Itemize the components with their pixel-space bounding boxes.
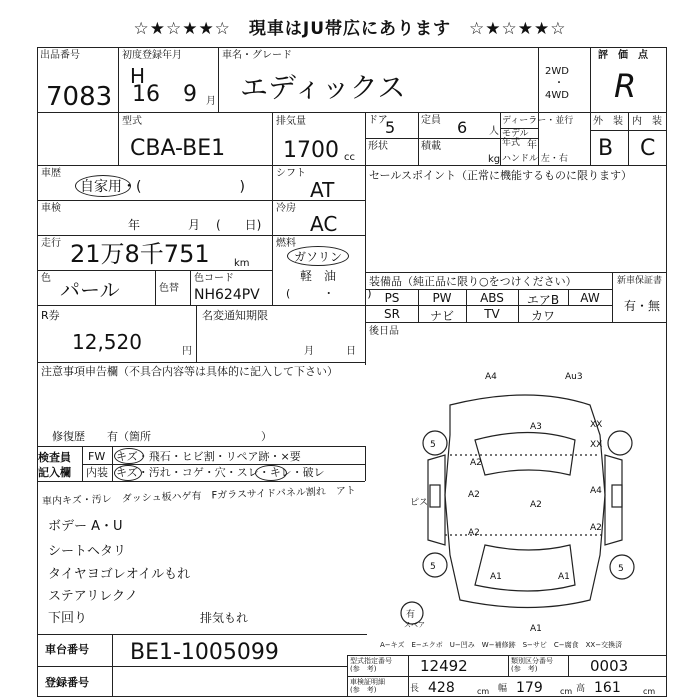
mark-xx-2: XX [590,440,603,450]
sales-point-label: セールスポイント（正常に機能するものに限ります） [369,169,633,182]
equip-sr: SR [384,307,400,321]
displacement-value: 1700 [283,138,339,163]
registration-month: 9 [183,82,197,107]
type-designation-label: 型式指定番号 (参 考) [350,657,392,673]
int-circle-2 [255,465,287,481]
registration-year: 16 [132,82,160,107]
capacity-value: 6 [457,118,468,137]
equip-navi: ナビ [429,309,454,323]
fuel-paren: ( ・ ) [286,287,372,300]
equip-leather: カワ [530,309,555,323]
warranty-value: 有・無 [624,299,661,313]
fw-circle [114,448,144,464]
note-pis: ピス [410,498,429,508]
mark-a1-a: A1 [490,572,502,582]
capacity-unit: 人 [489,126,499,137]
interior-value: C [640,136,656,161]
color-code-label: 色コード [194,273,234,284]
fuel-diesel: 軽 油 [300,269,337,283]
mark-a3: A3 [530,422,542,432]
interior-row-label: 内装 [86,466,108,479]
int-circle-1 [114,465,142,481]
length-label: 長 [410,684,420,694]
lot-value: 7083 [46,82,113,112]
equip-aw: AW [580,291,600,305]
equip-abs: ABS [480,291,504,305]
recycle-unit: 円 [182,346,192,357]
evaluation-label: 評 価 点 [598,50,648,61]
drive-4wd: 4WD [545,90,569,101]
type-designation-value: 12492 [420,657,468,675]
mark-a2-a: A2 [470,458,482,468]
height-unit: cm [643,687,656,696]
equip-pw: PW [432,291,452,305]
equip-ps: PS [384,291,400,305]
category-label: 類別区分番号 (参 考) [511,657,553,673]
equip-airbag: エアB [526,293,560,307]
displacement-label: 排気量 [276,116,306,127]
note-spare: スペア [404,621,425,629]
reg-number-label: 登録番号 [45,676,89,689]
shift-label: シフト [276,168,306,179]
mark-a2-b: A2 [468,490,480,500]
mileage-unit: km [234,258,250,269]
dimensions-label: 車検証明細 (参 考) [350,678,385,694]
hw-note-4: タイヤヨゴレオイルもれ [48,567,191,582]
interior-items: キズ・汚れ・コゲ・穴・スレ・キレ・破レ [116,466,325,479]
mark-a4-r: A4 [590,486,602,496]
usage-label: 車歴 [41,168,61,179]
car-damage-diagram [390,365,666,635]
name-change-month: 月 [304,346,314,357]
height-value: 161 [594,680,621,696]
repair-label: 修復歴 有（箇所 ） [52,430,272,443]
inspection-label: 車検 [41,203,61,214]
fuel-label: 燃料 [276,238,296,249]
equipment-label: 装備品（純正品に限り○をつけください） [369,275,577,288]
color-label: 色 [41,273,51,284]
shape-label: 形状 [368,141,388,152]
hw-note-2: ボデー A・U [48,519,123,534]
inspection-day-unit: ( 日) [216,218,262,232]
length-unit: cm [477,687,490,696]
doors-value: 5 [385,118,396,137]
exterior-label: 外 装 [593,116,623,127]
mark-5-fl: 5 [430,440,436,450]
notes-label: 注意事項申告欄（不具合内容等は具体的に記入して下さい） [41,365,338,378]
model-value: CBA-BE1 [130,136,226,161]
fw-items: キズ・飛石・ヒビ割・リペア跡・×要 [116,450,301,463]
usage-circle [75,175,131,197]
displacement-unit: cc [344,152,355,163]
doors-label: ドア [368,115,388,126]
hw-note-6: 下回り [48,611,88,626]
exterior-value: B [598,136,614,161]
width-value: 179 [516,680,543,696]
color-value: パール [60,278,120,302]
equip-tv: TV [484,307,500,321]
capacity-label: 定員 [421,115,441,126]
inspector-label: 検査員 記入欄 [38,451,71,479]
fuel-gasoline: ガソリン [294,250,343,264]
handle-label: ハンドル 左・右 [502,154,568,164]
width-label: 幅 [498,684,508,694]
color-code-value: NH624PV [194,287,260,303]
after-label: 後日品 [369,326,399,337]
recycle-value: 12,520 [72,330,142,354]
dealer-label: ディーラー・並行 [502,116,574,126]
cooling-label: 冷房 [276,203,296,214]
color-change-label: 色替 [159,283,179,294]
drive-2wd: 2WD [545,66,569,77]
lot-label: 出品番号 [40,50,80,61]
name-change-day: 日 [346,346,356,357]
warranty-label: 新車保証書 [617,276,663,286]
diagram-legend: A−キズ E−エクボ U−凹み W−補修跡 S−サビ C−腐食 XX−交換済 [380,641,623,649]
model-label: 型式 [122,116,142,127]
hw-note-1: 車内キズ・汚レ ダッシュ板ハゲ有 Fガラスサイドパネル割れ アト [41,485,357,508]
fw-label: FW [88,450,106,463]
chassis-label: 車台番号 [45,643,89,656]
chassis-value: BE1-1005099 [130,640,279,665]
car-name-value: エディックス [240,71,406,104]
length-value: 428 [428,680,455,696]
mark-a1-c: A1 [530,624,542,634]
registration-month-unit: 月 [206,96,216,107]
mark-spare: 有 [406,610,416,620]
mileage-value: 21万8千751 [70,240,210,268]
usage-value: 自家用・( ) [80,179,245,195]
shift-value: AT [310,178,335,202]
cooling-value: AC [310,212,338,236]
car-name-label: 車名・グレード [222,50,292,61]
evaluation-value: R [614,67,637,105]
mark-a2-d: A2 [468,528,480,538]
hw-note-3: シートヘタリ [48,544,127,559]
name-change-label: 名変通知期限 [202,309,268,322]
drive-dot: ・ [554,78,564,89]
mark-5-rl: 5 [430,562,436,572]
mark-xx-1: XX [590,420,603,430]
inspection-year-unit: 年 [128,218,141,232]
mark-a4: A4 [485,372,497,382]
registration-label: 初度登録年月 [122,50,182,61]
load-label: 積載 [421,141,441,152]
fuel-circle [287,246,349,266]
model-year-unit: 年 [527,140,537,151]
model-year-label: モデル 年式 [502,129,529,148]
mileage-label: 走行 [41,238,61,249]
hw-note-7: 排気もれ [200,611,249,625]
width-unit: cm [560,687,573,696]
mark-a2-c: A2 [530,500,542,510]
mark-au3: Au3 [565,372,583,382]
banner: ☆★☆★★☆ 現車はJU帯広にあります ☆★☆★★☆ [133,19,567,39]
mark-a2-e: A2 [590,523,602,533]
load-unit: kg [488,154,501,165]
inspection-month-unit: 月 [188,218,201,232]
recycle-label: R券 [41,309,60,322]
height-label: 高 [576,684,586,694]
hw-note-5: ステアリレクノ [48,589,138,604]
mark-a1-b: A1 [558,572,570,582]
registration-era: H [130,64,146,88]
category-value: 0003 [590,657,629,675]
interior-label: 内 装 [632,116,662,127]
mark-5-rr: 5 [618,564,624,574]
